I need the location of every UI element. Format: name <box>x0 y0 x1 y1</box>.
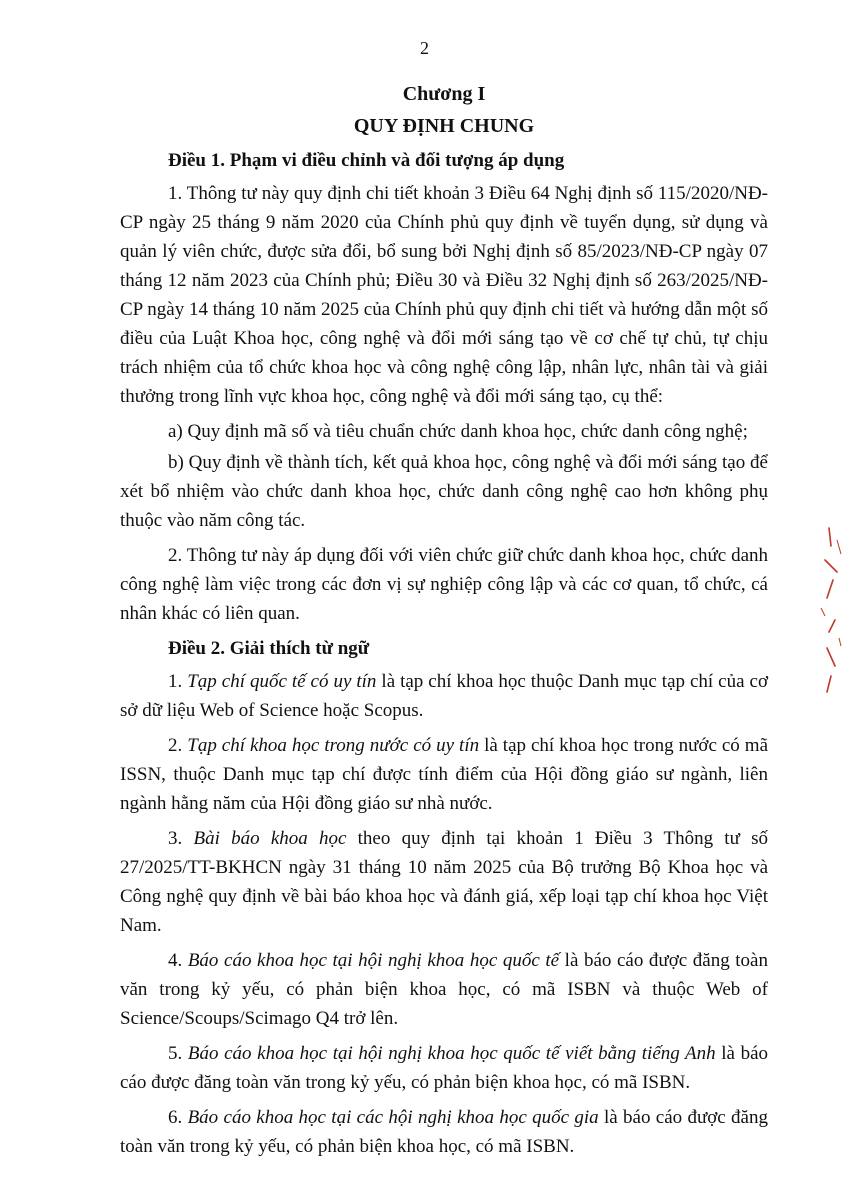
definition-text: là tạp chí khoa học thuộc Danh mục tạp chí của cơ sở dữ liệu Web of Science hoặc Scopus. <box>120 671 768 721</box>
article-1-item-b: b) Quy định về thành tích, kết quả khoa học, công nghệ và đổi mới sáng tạo để xét bổ nhiệm vào chức danh khoa học, chức danh công nghệ cao hơn không phụ thuộc vào năm công tác. <box>120 452 768 531</box>
definition-item-2 <box>120 731 768 818</box>
stamp-edge-mark <box>815 520 845 700</box>
chapter-subtitle: QUY ĐỊNH CHUNG <box>353 115 535 137</box>
definition-text: là tạp chí khoa học trong nước có mã ISSN, thuộc Danh mục tạp chí được tính điểm của Hội đồng giáo sư ngành, liên ngành hằng năm của Hội đồng giáo sư nhà nước. <box>120 735 769 814</box>
article-2-heading: Điều 2. Giải thích từ ngữ <box>168 638 370 659</box>
definition-text: theo quy định tại khoản 1 Điều 3 Thông tư số 27/2025/TT-BKHCN ngày 31 tháng 10 năm 2025 của Bộ trưởng Bộ Khoa học và Công nghệ quy định về bài báo khoa học và đánh giá, xếp loại tạp chí khoa học Việt Nam. <box>120 828 768 936</box>
definition-item-6 <box>120 1103 768 1161</box>
article-1-paragraph-1: 1. Thông tư này quy định chi tiết khoản 3 Điều 64 Nghị định số 115/2020/NĐ-CP ngày 25 tháng 9 năm 2020 của Chính phủ quy định về tuyển dụng, sử dụng và quản lý viên chức, được sửa đổi, bổ sung bởi Nghị định số 85/2023/NĐ-CP ngày 07 tháng 12 năm 2023 của Chính phủ; Điều 30 và Điều 32 Nghị định số 263/2025/NĐ-CP ngày 14 tháng 10 năm 2025 của Chính phủ quy định chi tiết và hướng dẫn một số điều của Luật Khoa học, công nghệ và đổi mới sáng tạo về cơ chế tự chủ, tự chịu trách nhiệm của tổ chức khoa học và công nghệ công lập, nhân lực, nhân tài và giải thưởng trong lĩnh vực khoa học, công nghệ và đổi mới sáng tạo, cụ thể: <box>120 183 768 407</box>
definition-term: Báo cáo khoa học tại hội nghị khoa học quốc tế viết bằng tiếng Anh <box>187 1043 716 1064</box>
definition-term: Tạp chí khoa học trong nước có uy tín <box>187 735 480 756</box>
article-1-heading: Điều 1. Phạm vi điều chỉnh và đối tượng áp dụng <box>168 150 565 171</box>
definition-item-5 <box>120 1039 768 1097</box>
definition-number: 6. <box>168 1107 188 1128</box>
definition-number: 2. <box>168 735 188 756</box>
chapter-title: Chương I <box>402 83 486 105</box>
article-1-item-a: a) Quy định mã số và tiêu chuẩn chức danh khoa học, chức danh công nghệ; <box>168 421 748 442</box>
document-body <box>120 78 768 1167</box>
definition-item-3 <box>120 824 768 940</box>
definition-text: là báo cáo được đăng toàn văn trong kỷ yếu, có phản biện khoa học, có mã ISBN. <box>120 1043 769 1093</box>
definition-text: là báo cáo được đăng toàn văn trong kỷ yếu, có phản biện khoa học, có mã ISBN. <box>120 1107 768 1157</box>
article-1-paragraph-2: 2. Thông tư này áp dụng đối với viên chức giữ chức danh khoa học, chức danh công nghệ làm việc trong các đơn vị sự nghiệp công lập và các cơ quan, tổ chức, cá nhân khác có liên quan. <box>120 545 768 624</box>
definition-number: 1. <box>168 671 188 692</box>
definition-item-4 <box>120 946 768 1033</box>
definition-number: 3. <box>168 828 194 849</box>
definition-text: là báo cáo được đăng toàn văn trong kỷ yếu, có phản biện khoa học, có mã ISBN và thuộc Web of Science/Scoups/Scimago Q4 trở lên. <box>120 950 768 1029</box>
definition-number: 4. <box>168 950 188 971</box>
definition-number: 5. <box>168 1043 188 1064</box>
definition-term: Báo cáo khoa học tại các hội nghị khoa học quốc gia <box>187 1107 599 1128</box>
definition-item-1 <box>120 667 768 725</box>
definition-term: Bài báo khoa học <box>193 828 347 849</box>
definition-term: Tạp chí quốc tế có uy tín <box>187 671 377 692</box>
page-number: 2 <box>420 38 429 58</box>
definition-term: Báo cáo khoa học tại hội nghị khoa học quốc tế <box>187 950 560 971</box>
